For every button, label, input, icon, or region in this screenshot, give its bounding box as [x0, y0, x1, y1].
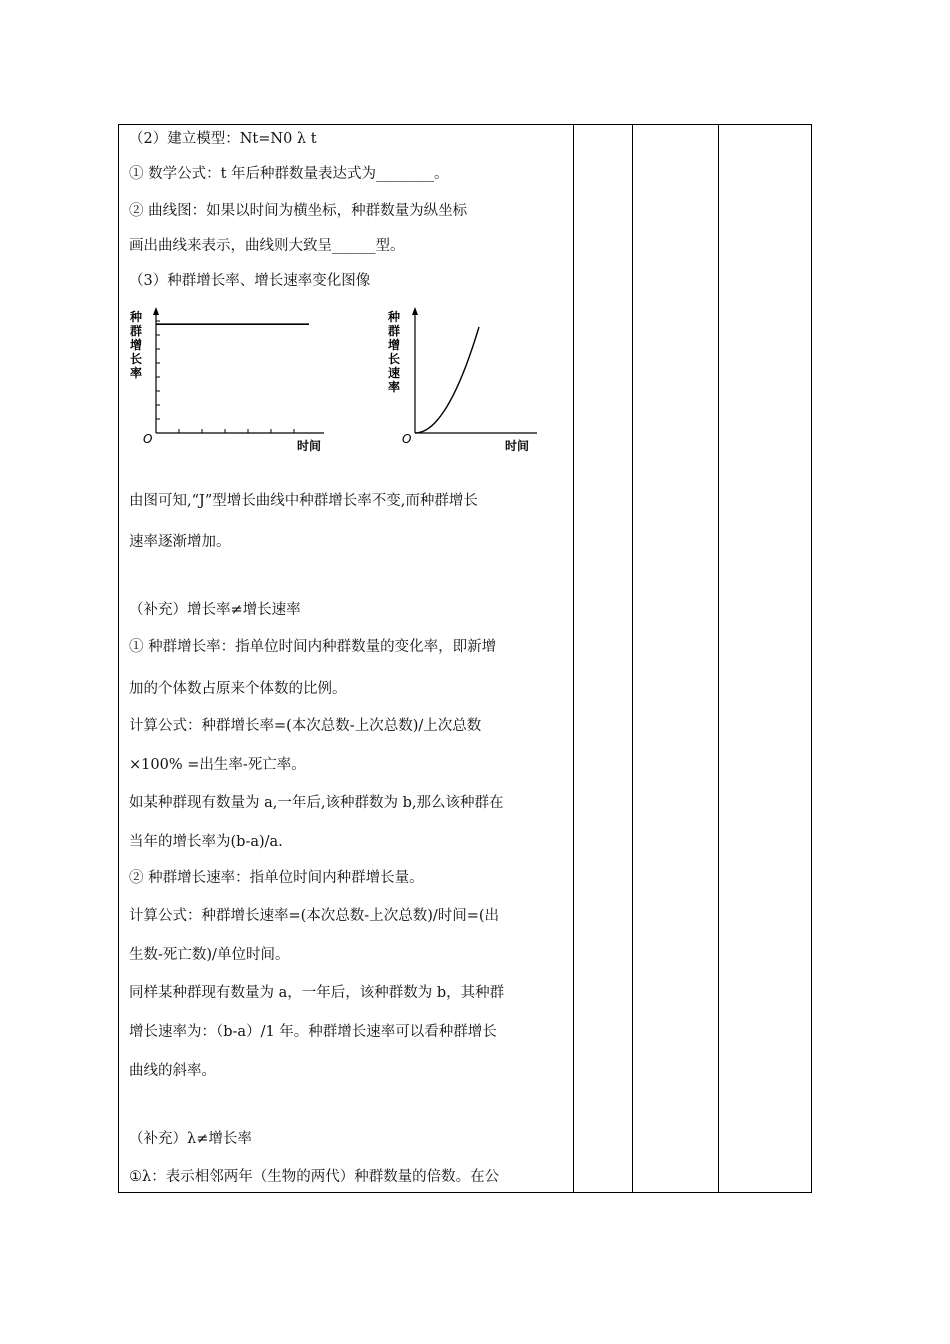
text-line: 加的个体数占原来个体数的比例。 — [129, 681, 347, 697]
text-line: 计算公式：种群增长速率=(本次总数-上次总数)/时间=(出 — [129, 908, 500, 924]
text-line: 计算公式：种群增长率=(本次总数-上次总数)/上次总数 — [129, 718, 482, 734]
text-line: （补充）增长率≠增长速率 — [129, 602, 301, 618]
growth-speed-series-line — [415, 327, 479, 433]
text-line: 由图可知,“J”型增长曲线中种群增长率不变,而种群增长 — [129, 493, 478, 509]
text-line: 画出曲线来表示，曲线则大致呈______型。 — [129, 238, 405, 254]
column-divider-2 — [632, 125, 633, 1192]
document-table — [118, 124, 812, 1193]
text-line: ② 种群增长速率：指单位时间内种群增长量。 — [129, 870, 424, 886]
text-line: （2）建立模型：Nt=N0 λ t — [129, 131, 317, 147]
origin-label: O — [402, 432, 412, 446]
y-axis-label: 种群增长率 — [129, 310, 143, 380]
column-divider-3 — [718, 125, 719, 1192]
origin-label: O — [143, 432, 153, 446]
text-line: （3）种群增长率、增长速率变化图像 — [129, 273, 371, 289]
text-line: 增长速率为：（b-a）/1 年。种群增长速率可以看种群增长 — [129, 1024, 497, 1040]
text-line: ①λ：表示相邻两年（生物的两代）种群数量的倍数。在公 — [129, 1169, 500, 1185]
text-line: ② 曲线图：如果以时间为横坐标，种群数量为纵坐标 — [129, 203, 468, 219]
text-line: 如某种群现有数量为 a,一年后,该种群数为 b,那么该种群在 — [129, 795, 504, 811]
text-line: 当年的增长率为(b-a)/a. — [129, 834, 283, 850]
text-line: ×100% =出生率-死亡率。 — [129, 757, 306, 773]
y-axis-label: 种群增长速率 — [387, 310, 401, 394]
x-axis-label: 时间 — [296, 439, 322, 453]
text-line: 生数-死亡数)/单位时间。 — [129, 947, 290, 963]
growth-rate-chart — [129, 305, 329, 455]
column-divider-1 — [573, 125, 574, 1192]
y-axis-arrow — [412, 307, 418, 315]
text-line: ① 数学公式：t 年后种群数量表达式为________。 — [129, 166, 449, 182]
text-line: 速率逐渐增加。 — [129, 534, 231, 550]
text-line: 曲线的斜率。 — [129, 1063, 216, 1079]
text-line: ① 种群增长率：指单位时间内种群数量的变化率，即新增 — [129, 639, 497, 655]
x-axis-label: 时间 — [504, 439, 530, 453]
content-column — [119, 125, 573, 1192]
growth-speed-chart — [387, 305, 587, 455]
text-line: （补充）λ≠增长率 — [129, 1131, 252, 1147]
text-line: 同样某种群现有数量为 a，一年后，该种群数为 b，其种群 — [129, 985, 505, 1001]
y-axis-arrow — [153, 307, 159, 315]
